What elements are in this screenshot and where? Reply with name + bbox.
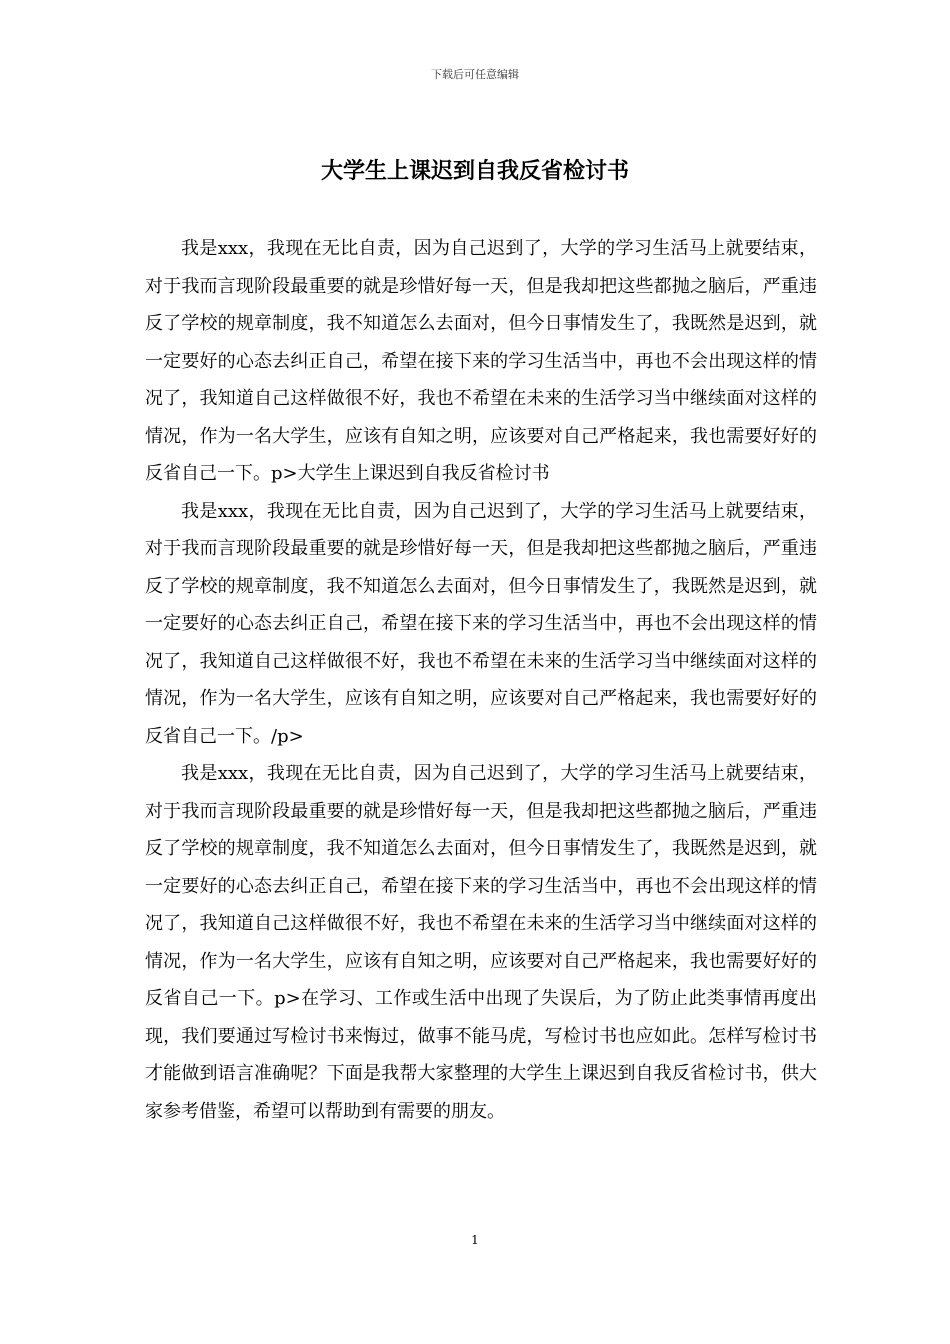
header-note: 下载后可任意编辑: [431, 68, 519, 81]
page-number: 1: [471, 1233, 479, 1247]
paragraph-3: 我是xxx，我现在无比自责，因为自己迟到了，大学的学习生活马上就要结束，对于我而言现阶段最重要的就是珍惜好每一天，但是我却把这些都抛之脑后，严重违反了学校的规章制度，我不知道怎么去面对，但今日事情发生了，我既然是迟到，就一定要好的心态去纠正自己，希望在接下来的学习生活当中，再也不会出现这样的情况了，我知道自己这样做很不好，我也不希望在未来的生活学习当中继续面对这样的情况，作为一名大学生，应该有自知之明，应该要对自己严格起来，我也需要好好的反省自己一下。p>在学习、工作或生活中出现了失误后，为了防止此类事情再度出现，我们要通过写检讨书来悔过，做事不能马虎，写检讨书也应如此。怎样写检讨书才能做到语言准确呢？下面是我帮大家整理的大学生上课迟到自我反省检讨书，供大家参考借鉴，希望可以帮助到有需要的朋友。: [145, 763, 817, 1122]
paragraph-2: 我是xxx，我现在无比自责，因为自己迟到了，大学的学习生活马上就要结束，对于我而言现阶段最重要的就是珍惜好每一天，但是我却把这些都抛之脑后，严重违反了学校的规章制度，我不知道怎么去面对，但今日事情发生了，我既然是迟到，就一定要好的心态去纠正自己，希望在接下来的学习生活当中，再也不会出现这样的情况了，我知道自己这样做很不好，我也不希望在未来的生活学习当中继续面对这样的情况，作为一名大学生，应该有自知之明，应该要对自己严格起来，我也需要好好的反省自己一下。/p>: [145, 500, 817, 747]
document-title: 大学生上课迟到自我反省检讨书: [320, 158, 629, 184]
paragraph-1: 我是xxx，我现在无比自责，因为自己迟到了，大学的学习生活马上就要结束，对于我而言现阶段最重要的就是珍惜好每一天，但是我却把这些都抛之脑后，严重违反了学校的规章制度，我不知道怎么去面对，但今日事情发生了，我既然是迟到，就一定要好的心态去纠正自己，希望在接下来的学习生活当中，再也不会出现这样的情况了，我知道自己这样做很不好，我也不希望在未来的生活学习当中继续面对这样的情况，作为一名大学生，应该有自知之明，应该要对自己严格起来，我也需要好好的反省自己一下。p>大学生上课迟到自我反省检讨书: [145, 238, 817, 484]
document-body: [145, 230, 817, 1130]
